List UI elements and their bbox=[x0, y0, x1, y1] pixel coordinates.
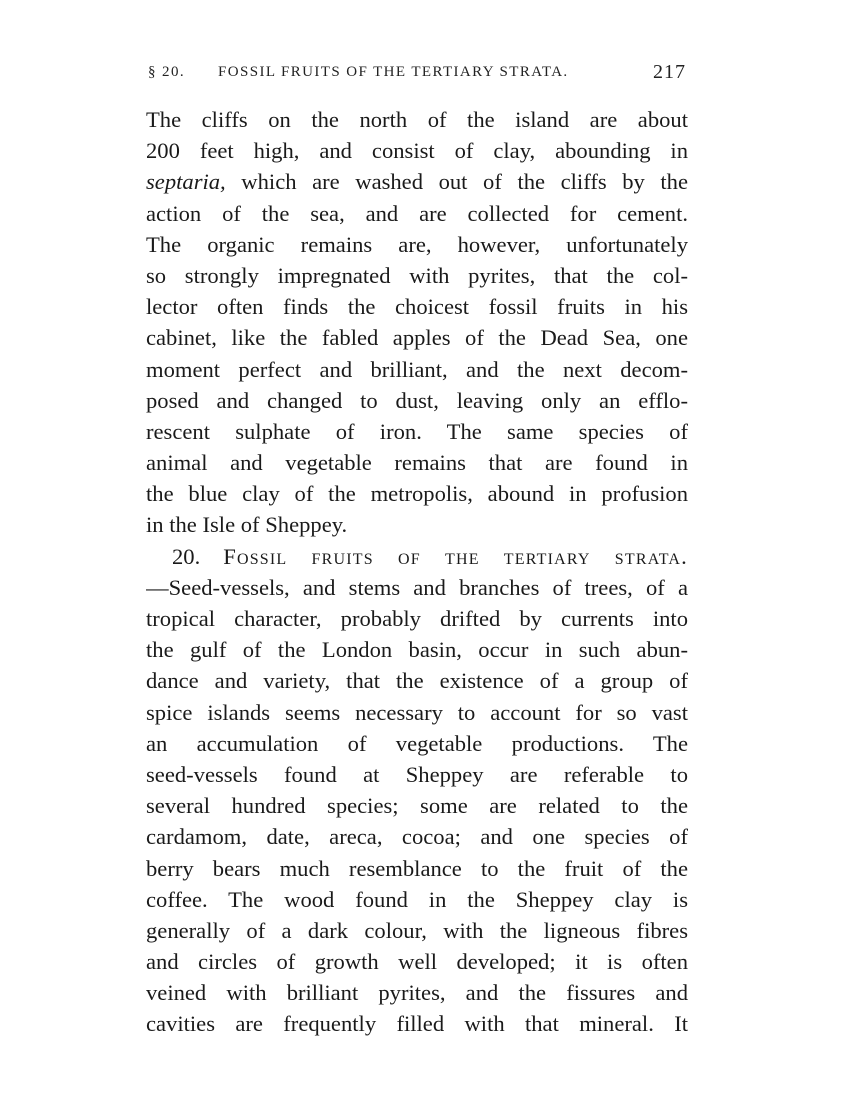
text-line: The cliffs on the north of the island are about bbox=[146, 107, 688, 132]
text-line: tropical character, probably drifted by currents into bbox=[146, 606, 688, 631]
text-line: generally of a dark colour, with the ligneous fibres bbox=[146, 917, 688, 943]
header-chapter-title: FOSSIL FRUITS OF THE TERTIARY STRATA. bbox=[218, 64, 569, 80]
running-header bbox=[148, 62, 686, 88]
text-line: posed and changed to dust, leaving only an efflo- bbox=[146, 387, 688, 413]
text-line: and circles of growth well developed; it is often bbox=[146, 949, 688, 975]
section-heading bbox=[146, 541, 688, 572]
text-line: in the Isle of Sheppey. bbox=[146, 512, 348, 538]
text-line: coffee. The wood found in the Sheppey clay is bbox=[146, 886, 688, 912]
text-line: so strongly impregnated with pyrites, that the col- bbox=[146, 262, 688, 288]
text-line bbox=[146, 166, 688, 197]
text-line: the gulf of the London basin, occur in such abun- bbox=[146, 637, 688, 663]
text-line: spice islands seems necessary to account for so vast bbox=[146, 699, 688, 725]
section-heading-number: 20. bbox=[172, 543, 201, 569]
text-line: dance and variety, that the existence of a group of bbox=[146, 668, 688, 694]
text-line: cardamom, date, areca, cocoa; and one species of bbox=[146, 824, 688, 850]
page-number: 217 bbox=[653, 61, 686, 83]
text-line: The organic remains are, however, unfortunately bbox=[146, 231, 688, 257]
text-line: rescent sulphate of iron. The same species of bbox=[146, 418, 688, 444]
text-line: lector often finds the choicest fossil fruits in his bbox=[146, 294, 688, 320]
text-line: cabinet, like the fabled apples of the Dead Sea, one bbox=[146, 325, 688, 351]
text-line: cavities are frequently filled with that mineral. It bbox=[146, 1011, 688, 1037]
header-section-number: § 20. bbox=[148, 64, 185, 80]
text-line-rest: which are washed out of the cliffs by the bbox=[225, 169, 688, 195]
text-line: several hundred species; some are related to the bbox=[146, 793, 688, 819]
text-line: action of the sea, and are collected for cement. bbox=[146, 200, 688, 226]
text-line: animal and vegetable remains that are found in bbox=[146, 450, 688, 476]
text-line: the blue clay of the metropolis, abound in profusion bbox=[146, 481, 688, 507]
italic-term: septaria, bbox=[146, 169, 226, 195]
text-line: 200 feet high, and consist of clay, abounding in bbox=[146, 138, 688, 164]
text-line: —Seed-vessels, and stems and branches of trees, of a bbox=[146, 574, 688, 600]
text-line: an accumulation of vegetable productions. The bbox=[146, 730, 688, 756]
text-line: berry bears much resemblance to the fruit of the bbox=[146, 855, 688, 881]
text-line: moment perfect and brilliant, and the next decom- bbox=[146, 356, 688, 382]
text-line: veined with brilliant pyrites, and the fissures and bbox=[146, 980, 688, 1006]
text-line: seed-vessels found at Sheppey are referable to bbox=[146, 761, 688, 787]
section-heading-title: Fossil fruits of the tertiary strata. bbox=[223, 543, 688, 569]
body-text bbox=[146, 104, 688, 1040]
